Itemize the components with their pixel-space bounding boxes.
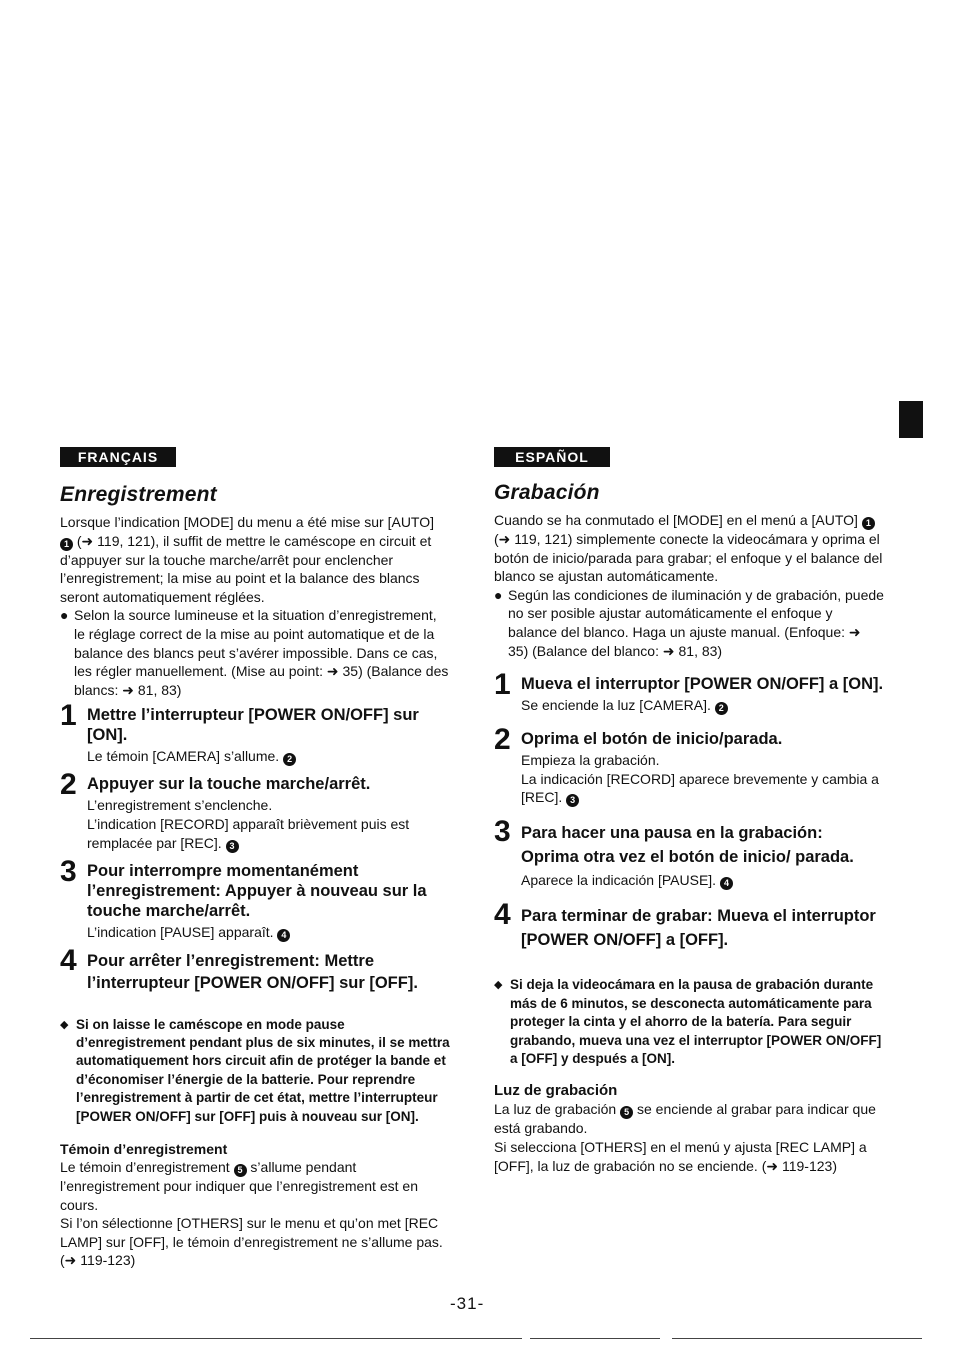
recording-lamp-title: Luz de grabación <box>494 1082 618 1100</box>
step-number: 2 <box>494 723 511 757</box>
recording-lamp-text: La luz de grabación 5 se enciende al grabar para indicar que está grabando. <box>494 1101 876 1137</box>
bullet-note: ● Según las condiciones de iluminación y de grabación, puede no ser posible ajustar automáticamente el enfoque y balance del blanco. Haga un ajuste manual. (Enfoque: ➜ 35) (Balance del blanco: ➜ 81, 83) <box>494 586 884 659</box>
step-heading: Para hacer una pausa en la grabación: Oprima otra vez el botón de inicio/ parada. <box>521 824 854 867</box>
step-heading: Pour interrompre momentanément l’enregistrement: Appuyer à nouveau sur la touche marche/arrêt. <box>87 861 427 920</box>
callout-marker: 5 <box>620 1106 633 1119</box>
diamond-bullet-icon: ◆ <box>60 1018 69 1031</box>
step-2 <box>60 768 450 852</box>
language-badge-french: FRANÇAIS <box>60 447 176 467</box>
section-title-spanish: Grabación <box>494 481 600 504</box>
callout-marker: 1 <box>60 538 73 551</box>
page-edge-tab <box>899 401 923 438</box>
recording-lamp-text-2: Si l’on sélectionne [OTHERS] sur le menu et qu’on met [REC LAMP] sur [OFF], le témoin d’enregistrement ne s’allume pas. (➜ 119-123) <box>60 1215 443 1269</box>
step-4 <box>60 943 450 994</box>
step-heading: Mueva el interruptor [POWER ON/OFF] a [ON]. <box>521 675 884 694</box>
step-1 <box>494 668 884 715</box>
column-french <box>60 447 450 1270</box>
diamond-bullet-icon: ◆ <box>494 979 503 992</box>
callout-marker: 2 <box>283 753 296 766</box>
step-description: La indicación [RECORD] aparece brevemente y cambia a [REC]. 3 <box>521 770 879 806</box>
step-description: L’indication [PAUSE] apparaît. 4 <box>87 923 450 942</box>
step-description: Aparece la indicación [PAUSE]. 4 <box>521 871 884 890</box>
pause-warning-note: ◆ Si on laisse le caméscope en mode pause d’enregistrement pendant plus de six minutes, il se mettra automatiquement hors circuit afin de protéger la bande et d’économiser l’énergie de la batterie. Pour reprendre l’enregistrement à partir de cet état, mettre l’interrupteur [POWER ON/OFF] sur [OFF] puis à nouveau sur [ON]. <box>60 1016 450 1124</box>
step-heading: Para terminar de grabar: Mueva el interruptor [POWER ON/OFF] a [OFF]. <box>521 907 876 950</box>
intro-paragraph: Cuando se ha conmutado el [MODE] en el menú a [AUTO] 1 (➜ 119, 121) simplemente conecte la videocámara y oprima el botón de inicio/parada para grabar; el enfoque y el balance del blanco se ajustan automáticamente. <box>494 512 883 585</box>
recording-lamp-text-2: Si selecciona [OTHERS] en el menú y ajusta [REC LAMP] a [OFF], la luz de grabación no se enciende. (➜ 119-123) <box>494 1138 867 1174</box>
callout-marker: 2 <box>715 702 728 715</box>
callout-marker: 1 <box>862 517 875 530</box>
step-description: L’indication [RECORD] apparaît brièvement puis est remplacée par [REC]. 3 <box>87 815 410 851</box>
step-number: 2 <box>60 768 77 802</box>
step-2 <box>494 723 884 807</box>
step-heading: Oprima el botón de inicio/parada. <box>521 730 783 749</box>
column-spanish <box>494 447 884 1175</box>
footer-rule-left <box>30 1338 522 1339</box>
step-4 <box>494 898 884 952</box>
step-number: 3 <box>494 815 511 849</box>
language-badge-spanish: ESPAÑOL <box>494 447 610 467</box>
step-heading: Appuyer sur la touche marche/arrêt. <box>87 775 371 794</box>
recording-lamp-text: Le témoin d’enregistrement 5 s’allume pendant l’enregistrement pour indiquer que l’enregistrement est en cours. <box>60 1158 418 1213</box>
step-number: 4 <box>494 898 511 932</box>
callout-marker: 3 <box>566 794 579 807</box>
intro-paragraph: Lorsque l’indication [MODE] du menu a été mise sur [AUTO] 1 (➜ 119, 121), il suffit de mettre le caméscope en circuit et d’appuyer sur la touche marche/arrêt pour enclencher l’enregistrement; la mise au point et la balance des blancs seront automatiquement réglées. <box>60 514 435 605</box>
callout-marker: 4 <box>277 929 290 942</box>
footer-rule-mid <box>530 1338 660 1339</box>
step-1 <box>60 699 450 766</box>
step-number: 1 <box>494 668 511 702</box>
callout-marker: 3 <box>226 840 239 853</box>
step-description: L’enregistrement s’enclenche. <box>87 797 273 814</box>
footer-rule-right <box>672 1338 922 1339</box>
step-heading: Mettre l’interrupteur [POWER ON/OFF] sur [ON]. <box>87 706 419 745</box>
step-description: Le témoin [CAMERA] s’allume. 2 <box>87 747 450 766</box>
step-3 <box>494 815 884 890</box>
callout-marker: 4 <box>720 877 733 890</box>
callout-marker: 5 <box>234 1164 247 1177</box>
step-number: 4 <box>60 943 77 977</box>
step-number: 3 <box>60 854 77 888</box>
section-title-french: Enregistrement <box>60 483 217 506</box>
step-3 <box>60 854 450 942</box>
page-number: -31- <box>450 1294 485 1313</box>
step-heading: Pour arrêter l’enregistrement: Mettre l’interrupteur [POWER ON/OFF] sur [OFF]. <box>87 951 418 992</box>
step-description: Se enciende la luz [CAMERA]. 2 <box>521 696 884 715</box>
step-number: 1 <box>60 699 77 733</box>
recording-lamp-title: Témoin d’enregistrement <box>60 1140 228 1157</box>
pause-warning-note: ◆ Si deja la videocámara en la pausa de grabación durante más de 6 minutos, se desconecta automáticamente para proteger la cinta y el ahorro de la batería. Para seguir grabando, mueva una vez el interruptor [POWER ON/OFF] a [OFF] y después a [ON]. <box>494 977 882 1066</box>
step-description: Empieza la grabación. <box>521 752 660 769</box>
bullet-note: ● Selon la source lumineuse et la situation d’enregistrement, le réglage correct de la mise au point automatique et de la balance des blancs peut s’avérer impossible. Dans ce cas, les régler manuellement. (Mise au point: ➜ 35) (Balance des blancs: ➜ 81, 83) <box>60 607 449 698</box>
